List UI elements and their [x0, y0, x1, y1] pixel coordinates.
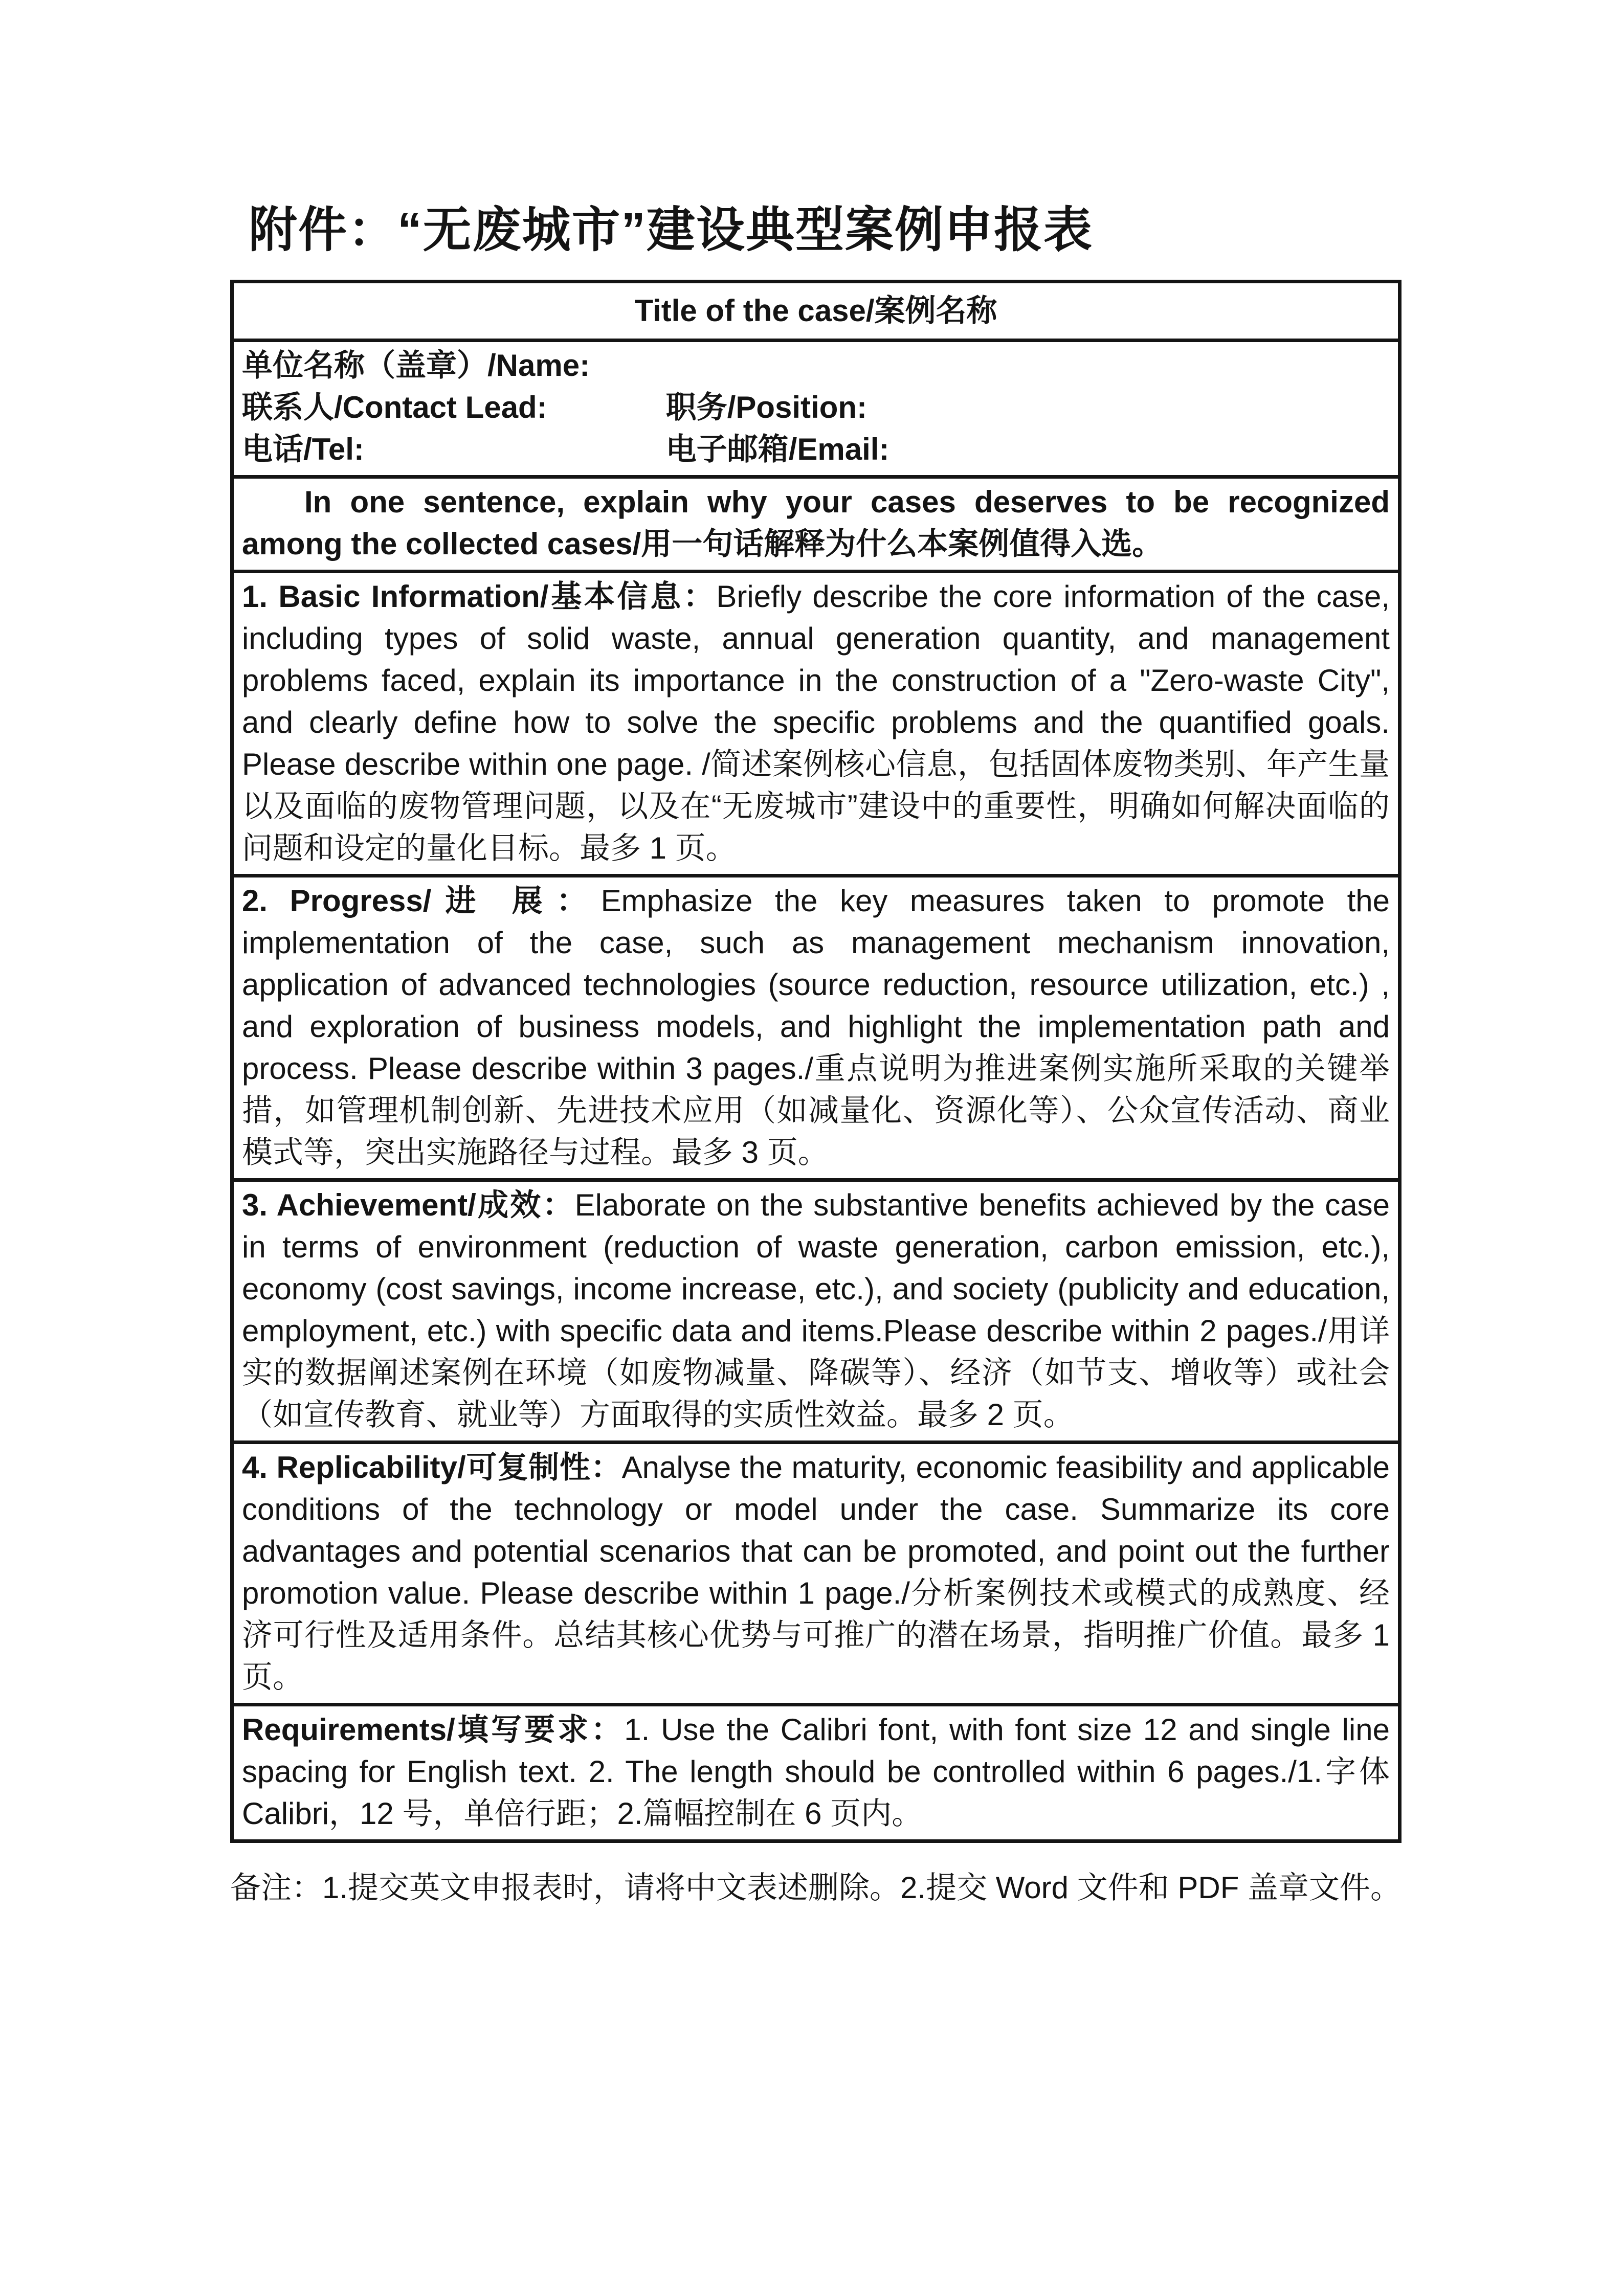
requirements-body: 1. Use the Calibri font, with font size 12 and single line spacing for English text. 2. The length should be controlled within 6 pages./1.字体 Calibri，12 号，单倍行距；2.篇幅控制在 6 页内。 [242, 1712, 1390, 1831]
page-title: 附件：“无废城市”建设典型案例申报表 [249, 203, 1094, 257]
table-row-replicability [234, 1444, 1398, 1706]
replicability-body: Analyse the maturity, economic feasibility and applicable conditions of the technology or model under the case. Summarize its core advantages and potential scenarios that can be promoted, and point out the further promotion value. Please describe within 1 page./分析案例技术或模式的成熟度、经济可行性及适用条件。总结其核心优势与可推广的潜在场景，指明推广价值。最多 1 页。 [242, 1450, 1390, 1694]
table-row-achievement [234, 1182, 1398, 1444]
tel-label: 电话/Tel: [242, 432, 364, 466]
requirements-label: Requirements/填写要求： [242, 1712, 625, 1747]
replicability-label: 4. Replicability/可复制性： [242, 1450, 622, 1484]
position-label: 职务/Position: [665, 390, 867, 424]
achievement-paragraph [242, 1184, 1390, 1436]
table-row-basic-information [234, 573, 1398, 877]
basic-information-label: 1. Basic Information/基本信息： [242, 579, 717, 614]
contact-line-2 [242, 387, 1390, 429]
progress-label: 2. Progress/进 展： [242, 883, 601, 918]
progress-paragraph [242, 880, 1390, 1174]
table-row-one-sentence [234, 479, 1398, 573]
table-row-progress [234, 877, 1398, 1182]
email-label: 电子邮箱/Email: [665, 432, 889, 466]
one-sentence-text: In one sentence, explain why your cases deserves to be recognized among the collected cases/用一句话解释为什么本案例值得入选。 [242, 484, 1390, 561]
basic-information-body: Briefly describe the core information of the case, including types of solid waste, annual generation quantity, and management problems faced, explain its importance in the construction of a "Zero-waste City", and clearly define how to solve the specific problems and the quantified goals. Please describe within one page. /简述案例核心信息，包括固体废物类别、年产生量以及面临的废物管理问题，以及在“无废城市”建设中的重要性，明确如何解决面临的问题和设定的量化目标。最多 1 页。 [242, 579, 1390, 865]
table-row-case-title [234, 283, 1398, 342]
basic-information-paragraph [242, 576, 1390, 869]
achievement-body: Elaborate on the substantive benefits achieved by the case in terms of environment (reduction of waste generation, carbon emission, etc.), economy (cost savings, income increase, etc.), and society (publicity and education, employment, etc.) with specific data and items.Please describe within 2 pages./用详实的数据阐述案例在环境（如废物减量、降碳等）、经济（如节支、增收等）或社会（如宣传教育、就业等）方面取得的实质性效益。最多 2 页。 [242, 1187, 1390, 1432]
achievement-label: 3. Achievement/成效： [242, 1187, 575, 1222]
unit-name-label: 单位名称（盖章）/Name: [242, 348, 590, 382]
requirements-paragraph [242, 1709, 1390, 1835]
contact-lead-label: 联系人/Contact Lead: [242, 390, 547, 424]
footnote-text: 备注：1.提交英文申报表时，请将中文表述删除。2.提交 Word 文件和 PDF 盖章文件。 [230, 1870, 1401, 1905]
table-row-contact-info [234, 342, 1398, 479]
replicability-paragraph [242, 1447, 1390, 1698]
contact-line-3 [242, 429, 1390, 470]
case-title-label: Title of the case/案例名称 [634, 293, 997, 328]
application-form-table [230, 280, 1401, 1843]
contact-line-1 [242, 345, 1390, 387]
table-row-requirements [234, 1706, 1398, 1839]
progress-body: Emphasize the key measures taken to promote the implementation of the case, such as management mechanism innovation, application of advanced technologies (source reduction, resource utilization, etc.) , and exploration of business models, and highlight the implementation path and process. Please describe within 3 pages./重点说明为推进案例实施所采取的关键举措，如管理机制创新、先进技术应用（如减量化、资源化等）、公众宣传活动、商业模式等，突出实施路径与过程。最多 3 页。 [242, 883, 1390, 1169]
